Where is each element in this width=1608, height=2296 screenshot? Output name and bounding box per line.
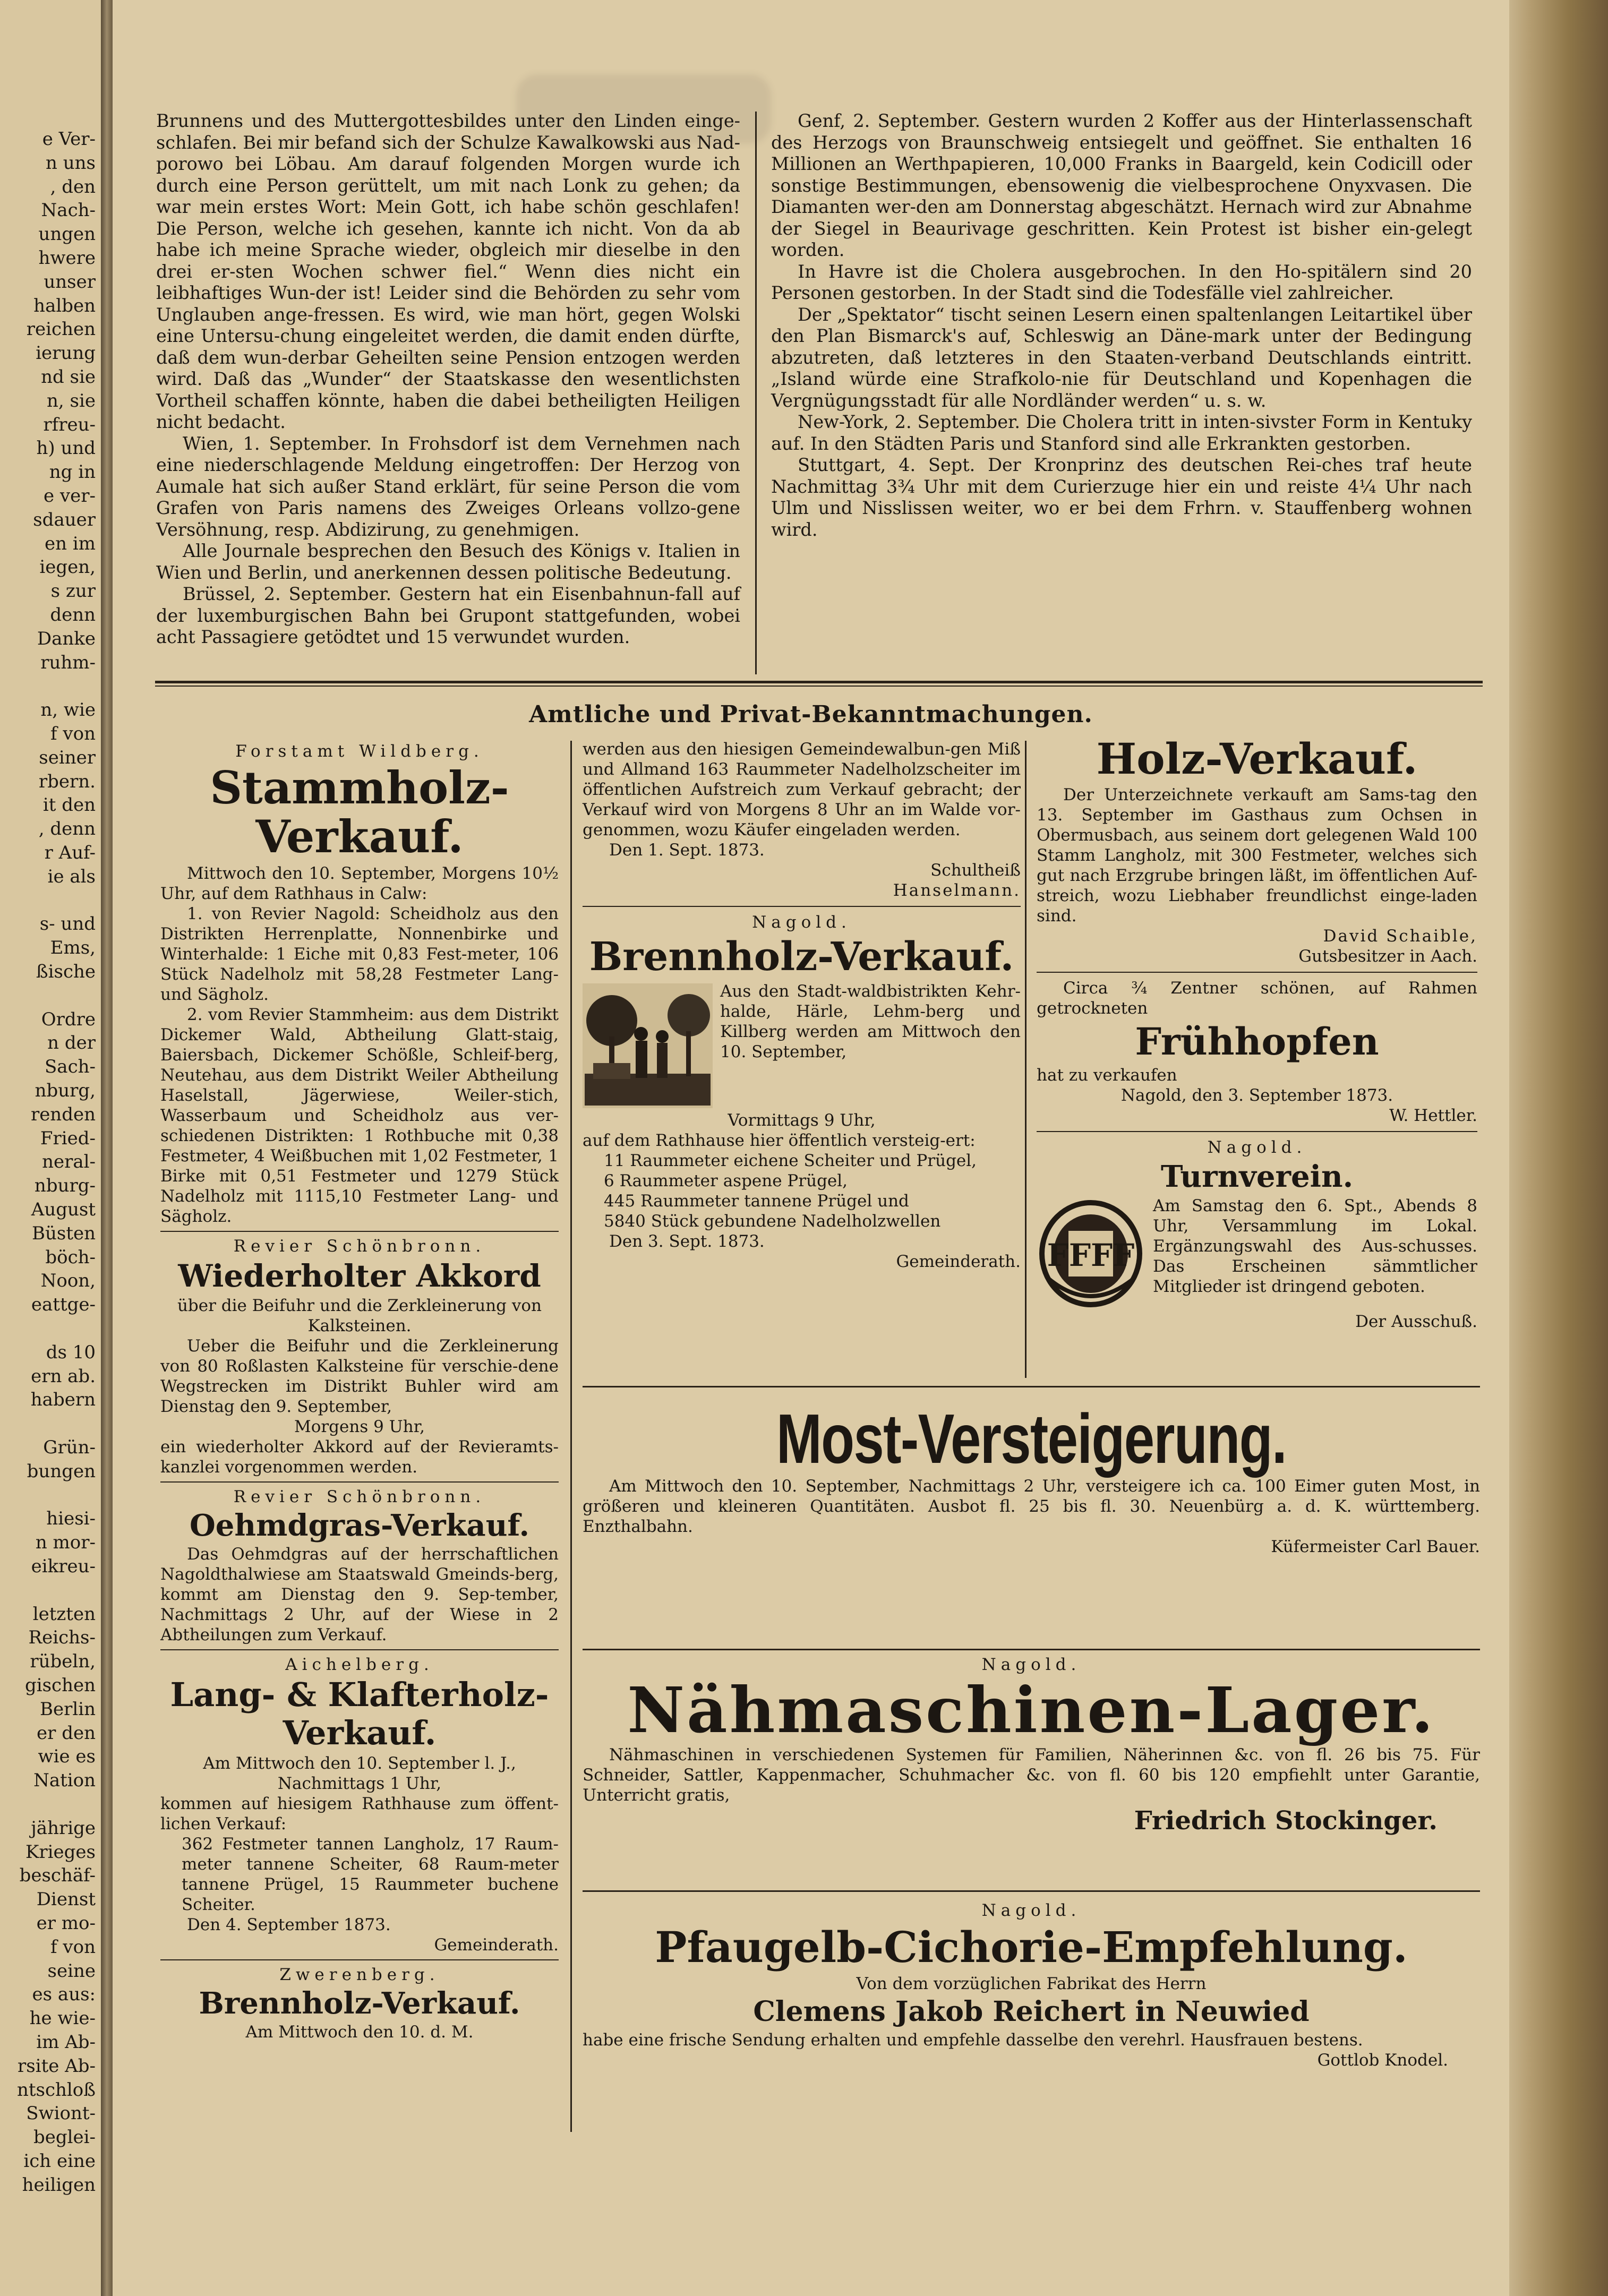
- left-page-text-fragment: Ordre: [41, 1008, 96, 1030]
- news-paragraph: Brunnens und des Muttergottesbildes unter den Linden einge-schlafen. Bei mir befand sich der Schulze Kawalkowski aus Nad-porowo bei Löbau. Am darauf folgenden Morgen wurde ich durch eine Person gerüttelt, um mit nach Lonk zu gehen; da war mein erstes Wort: Mein Gott, ich habe schön geschlafen! Die Person, welche ich gesehen, kannte ich nicht. Von da ab habe ich meine Sprache wieder, obgleich mir dieselbe in den drei er-sten Wochen schwer fiel.“ Wenn dies nicht ein leibhaftiges Wun-der ist! Leider sind die Behörden zu sehr vom Unglauben ange-fressen. Es wird, wie man hört, gegen Wolski eine Untersu-chung eingeleitet werden, die damit enden dürfte, daß dem wun-derbar Geheilten seine Pension entzogen werden wird. Daß das „Wunder“ der Staatskasse den wesentlichsten Vortheil schaffen könnte, haben die dabei betheiligten Heiligen nicht bedacht.: [156, 110, 740, 432]
- left-page-text-fragment: seine: [47, 1960, 96, 1982]
- ad-place: Nagold.: [981, 1901, 1081, 1920]
- svg-text:FFFF: FFFF: [1047, 1237, 1135, 1273]
- ad-place: Revier Schönbronn.: [233, 1237, 486, 1256]
- ad-title: Most-Versteigerung.: [776, 1400, 1287, 1478]
- column-rule: [1025, 741, 1027, 1378]
- left-page-text-fragment: nburg-: [34, 1175, 96, 1197]
- left-page-text-fragment: sdauer: [33, 509, 96, 530]
- left-page-text-fragment: reichen: [26, 319, 96, 340]
- ad-signature: Gemeinderath.: [434, 1935, 559, 1955]
- left-page-text-fragment: rübeln,: [30, 1651, 96, 1673]
- left-page-text-fragment: nd sie: [41, 366, 96, 388]
- ad-text: 362 Festmeter tannen Langholz, 17 Raum-meter tannene Scheiter, 68 Raum-meter tannene Prügel, 15 Raummeter buchene Scheiter.: [182, 1835, 559, 1914]
- news-paragraph: Alle Journale besprechen den Besuch des Königs v. Italien in Wien und Berlin, und anerkennen dessen politische Bedeutung.: [156, 541, 740, 583]
- left-page-text-fragment: ierung: [36, 342, 96, 364]
- news-paragraph: Genf, 2. September. Gestern wurden 2 Koffer aus der Hinterlassenschaft des Herzogs von Braunschweig entsiegelt und geöffnet. Sie enthalten 16 Millionen an Werthpapieren, 10,000 Franks in Baargeld, kein Codicill oder sonstige Bestimmungen, ebensowenig die vielbesprochene Onyxvasen. Die Diamanten wer-den am Donnerstag abgeschätzt. Hernach wird zur Abnahme der Siegel in Beaurivage geschritten. Kein Protest ist bisher ein-gelegt worden.: [771, 110, 1472, 260]
- left-page-text-fragment: Reichs-: [28, 1627, 96, 1649]
- ad-place: Nagold.: [981, 1655, 1081, 1674]
- left-page-text-fragment: rfreu-: [43, 414, 96, 435]
- ad-text: Der Unterzeichnete verkauft am Sams-tag den 13. September im Gasthaus zum Ochsen in Obermusbach, aus seinem dort gelegenen Wald 100 Stamm Langholz, mit 300 Festmeter, welches sich gut nach Erzgrube bringen läßt, im öffentlichen Auf-streich, wozu Liebhaber freundlichst einge-laden sind.: [1037, 785, 1477, 926]
- ad-divider: [160, 1481, 559, 1483]
- left-page-text-fragment: it den: [42, 794, 96, 816]
- ad-divider: [583, 1649, 1480, 1650]
- left-page-text-fragment: n, wie: [40, 699, 96, 721]
- left-page-text-fragment: wie es: [38, 1746, 96, 1768]
- ad-signature: Gutsbesitzer in Aach.: [1298, 947, 1477, 966]
- ad-list-item: 6 Raummeter aspene Prügel,: [604, 1171, 848, 1190]
- news-paragraph: Der „Spektator“ tischt seinen Lesern einen spaltenlangen Leitartikel über den Plan Bismarck's auf, Schleswig an Däne-mark unter der Bedingung abzutreten, daß letzteres in den Staaten-verband Deutschlands eintritt. „Island würde eine Strafkolo-nie für Deutschland und Kopenhagen die Vergnügungsstadt für alle Nordländer werden“ u. s. w.: [771, 304, 1472, 411]
- ad-title: Stammholz-Verkauf.: [210, 761, 509, 863]
- left-page-text-fragment: e Ver-: [42, 128, 96, 150]
- ad-text: 2. vom Revier Stammheim: aus dem Distrikt Dickemer Wald, Abtheilung Glatt-staig, Baiersbach, Dickemer Schößle, Schleif-berg, Neutehau, aus dem Distrikt Weiler Abtheilung Haselstall, Jägerwiese, Weiler-stich, Wasserbaum und Scheidholz aus ver-schiedenen Distrikten: 1 Rothbuche mit 0,38 Festmeter, 4 Weißbuchen mit 1,02 Festmeter, 1 Birke mit 0,51 Festmeter und 1279 Stück Nadelholz mit 1115,10 Festmeter Lang- und Sägholz.: [160, 1005, 559, 1226]
- left-page-text-fragment: ich eine: [23, 2151, 96, 2172]
- ad-list-item: 5840 Stück gebundene Nadelholzwellen: [604, 1212, 941, 1231]
- ad-list-item: 445 Raummeter tannene Prügel und: [604, 1192, 909, 1211]
- left-page-text-fragment: , den: [50, 176, 96, 198]
- left-page-text-fragment: beschäf-: [19, 1865, 96, 1887]
- news-paragraph: Wien, 1. September. In Frohsdorf ist dem Vernehmen nach eine niederschlagende Meldung eingetroffen: Der Herzog von Aumale hat sich außer Stand erklärt, für seine Person die vom Grafen von Paris namens des Zweiges Orleans vollzo-gene Versöhnung, resp. Abdizirung, zu genehmigen.: [156, 433, 740, 540]
- ad-signature: W. Hettler.: [1389, 1106, 1477, 1125]
- left-page-text-fragment: er mo-: [36, 1913, 96, 1934]
- left-page-text-fragment: f von: [50, 723, 96, 744]
- left-page-text-fragment: r Auf-: [44, 842, 96, 863]
- woodcut-illustration: [583, 983, 713, 1108]
- ad-place: Revier Schönbronn.: [233, 1487, 486, 1506]
- ads-column-1: [160, 739, 559, 2042]
- ad-divider: [160, 1649, 559, 1650]
- ad-signature: David Schaible,: [1323, 927, 1477, 946]
- left-page-text-fragment: Büsten: [31, 1222, 96, 1244]
- ad-divider: [583, 906, 1021, 907]
- ad-title: Verkauf.: [283, 1714, 437, 1752]
- ad-text: kommen auf hiesigem Rathhause zum öffent-lichen Verkauf:: [160, 1794, 559, 1834]
- section-rule: [155, 681, 1483, 683]
- ad-signature: Gottlob Knodel.: [1317, 2051, 1448, 2070]
- ad-title: Brennholz-Verkauf.: [589, 934, 1014, 980]
- left-page-text-fragment: eikreu-: [31, 1556, 96, 1577]
- ad-title: Holz-Verkauf.: [1096, 734, 1418, 784]
- ad-naehmaschinen: [583, 1652, 1480, 1836]
- turnverein-emblem: [1037, 1198, 1145, 1309]
- left-page-text-fragment: s zur: [50, 580, 96, 602]
- ad-signature: Gemeinderath.: [896, 1252, 1021, 1271]
- column-rule: [570, 741, 572, 2132]
- left-page-text-fragment: er den: [37, 1722, 96, 1744]
- left-page-text-fragment: Noon,: [40, 1270, 96, 1292]
- left-page-text-fragment: Nation: [33, 1770, 96, 1792]
- left-page-text-fragment: halben: [33, 295, 96, 316]
- ad-text: Den 1. Sept. 1873.: [609, 841, 765, 860]
- left-page-text-fragment: s- und: [39, 913, 96, 935]
- news-column-right: [771, 110, 1472, 541]
- ad-signature: Küfermeister Carl Bauer.: [1271, 1537, 1480, 1556]
- ad-text: Ueber die Beifuhr und die Zerkleinerung von 80 Roßlasten Kalksteine für verschie-dene Wegstrecken im Distrikt Buhler wird am Dienstag den 9. September,: [160, 1337, 559, 1416]
- left-page-text-fragment: Grün-: [43, 1437, 96, 1458]
- ad-text: Nachmittags 1 Uhr,: [277, 1774, 442, 1793]
- left-page-text-fragment: Nach-: [41, 200, 96, 221]
- ad-place: Nagold.: [1207, 1138, 1307, 1157]
- ad-text: hat zu verkaufen: [1037, 1066, 1177, 1085]
- left-page-text-fragment: neral-: [42, 1151, 96, 1173]
- ads-column-2: [583, 739, 1021, 1272]
- ad-signature: Hanselmann.: [893, 881, 1021, 900]
- left-page-edge: [0, 0, 102, 2296]
- left-page-text-fragment: eattge-: [31, 1294, 96, 1316]
- left-page-text-fragment: hiesi-: [46, 1508, 96, 1530]
- ad-text: Vormittags 9 Uhr,: [728, 1111, 876, 1130]
- ad-signature: Schultheiß: [930, 861, 1021, 880]
- column-rule: [755, 112, 757, 674]
- left-page-text-fragment: habern: [30, 1389, 96, 1411]
- ad-text: habe eine frische Sendung erhalten und empfehle dasselbe den verehrl. Hausfrauen bestens.: [583, 2031, 1363, 2050]
- ad-divider: [1037, 1131, 1477, 1132]
- left-page-text-fragment: renden: [30, 1103, 96, 1125]
- ad-divider: [160, 1959, 559, 1960]
- left-page-text-fragment: n mor-: [35, 1532, 96, 1554]
- ad-text: Aus den Stadt-waldbistrikten Kehr-halde, Härle, Lehm-berg und Killberg werden am Mittwoch den 10. September,: [720, 982, 1021, 1061]
- left-page-text-fragment: n der: [47, 1032, 96, 1054]
- ad-text: Am Mittwoch den 10. d. M.: [245, 2023, 474, 2042]
- left-page-text-fragment: Ems,: [50, 937, 96, 959]
- ad-text: werden aus den hiesigen Gemeindewalbun-gen Miß und Allmand 163 Raummeter Nadelholzscheiter im öffentlichen Aufstreich zum Verkauf gebracht; der Verkauf wird von Morgens 8 Uhr an im Walde vor-genommen, wozu Käufer eingeladen werden.: [583, 740, 1021, 839]
- left-page-text-fragment: , denn: [38, 818, 96, 840]
- ad-text: Von dem vorzüglichen Fabrikat des Herrn: [856, 1974, 1207, 1993]
- ad-title: Lang- & Klafterholz-: [170, 1675, 549, 1714]
- ad-text: Am Samstag den 6. Spt., Abends 8 Uhr, Versammlung im Lokal. Ergänzungswahl des Aus-schusses. Das Erscheinen sämmtlicher Mitglieder ist dringend geboten.: [1153, 1196, 1477, 1296]
- news-column-left: [156, 110, 740, 648]
- news-paragraph: In Havre ist die Cholera ausgebrochen. In den Ho-spitälern sind 20 Personen gestorben. In der Stadt sind die Todesfälle viel zahlreicher.: [771, 261, 1472, 303]
- left-page-text-fragment: ng in: [49, 461, 96, 483]
- ad-place: Forstamt Wildberg.: [235, 742, 484, 761]
- ad-text: Den 3. Sept. 1873.: [609, 1232, 765, 1251]
- left-page-text-fragment: nburg,: [35, 1080, 96, 1101]
- section-rule: [155, 686, 1483, 687]
- left-page-text-fragment: en im: [45, 533, 96, 554]
- left-page-text-fragment: jährige: [31, 1817, 96, 1839]
- ad-divider: [160, 1231, 559, 1232]
- left-page-text-fragment: h) und: [36, 438, 96, 459]
- left-page-text-fragment: hwere: [38, 247, 96, 269]
- ad-text: Am Mittwoch den 10. September l. J.,: [203, 1754, 516, 1773]
- left-page-text-fragment: im Ab-: [36, 2032, 96, 2053]
- ad-title: Nähmaschinen-Lager.: [627, 1673, 1435, 1747]
- left-page-text-fragment: gischen: [24, 1675, 96, 1696]
- left-page-text-fragment: Fried-: [40, 1127, 96, 1149]
- left-page-text-fragment: unser: [44, 271, 96, 293]
- book-gutter: [101, 0, 113, 2296]
- left-page-text-fragment: n, sie: [47, 390, 96, 412]
- ad-text: Mittwoch den 10. September, Morgens 10½ Uhr, auf dem Rathhaus in Calw:: [160, 864, 559, 903]
- ad-title: Frühhopfen: [1135, 1020, 1379, 1064]
- ad-place: Nagold.: [752, 913, 851, 932]
- left-page-text-fragment: böch-: [45, 1246, 96, 1268]
- ad-title: Brennholz-Verkauf.: [199, 1986, 520, 2021]
- left-page-text-fragment: Dienst: [36, 1889, 96, 1911]
- left-page-text-fragment: n uns: [46, 152, 96, 174]
- left-page-text-fragment: rbern.: [38, 770, 96, 792]
- ad-divider: [583, 1386, 1480, 1387]
- ad-signature: Friedrich Stockinger.: [1134, 1806, 1438, 1836]
- left-page-text-fragment: ßische: [36, 961, 96, 982]
- left-page-text-fragment: Sach-: [45, 1056, 96, 1078]
- ad-title: Oehmdgras-Verkauf.: [189, 1508, 529, 1543]
- left-page-text-fragment: denn: [50, 604, 96, 626]
- ad-divider: [583, 1890, 1480, 1892]
- ad-maker: Clemens Jakob Reichert in Neuwied: [753, 1995, 1310, 2028]
- ad-text: Circa ¾ Zentner schönen, auf Rahmen getrockneten: [1037, 979, 1477, 1018]
- ad-text: über die Beifuhr und die Zerkleinerung von Kalksteinen.: [177, 1296, 542, 1335]
- left-page-text-fragment: he wie-: [29, 2008, 96, 2029]
- ad-text: Den 4. September 1873.: [187, 1915, 391, 1934]
- left-page-text-fragment: Berlin: [39, 1698, 96, 1720]
- left-page-text-fragment: August: [31, 1199, 96, 1220]
- book-edge: [1509, 0, 1608, 2296]
- left-page-text-fragment: Krieges: [25, 1841, 96, 1863]
- news-paragraph: Stuttgart, 4. Sept. Der Kronprinz des deutschen Rei-ches traf heute Nachmittag 3¾ Uhr mit dem Curierzuge hier ein und reiste 4¼ Uhr nach Ulm und Nisslissen weiter, wo er bei dem Frhrn. v. Stauffenberg wohnen wird.: [771, 455, 1472, 540]
- ad-place: Zwerenberg.: [279, 1965, 440, 1984]
- left-page-text-fragment: ruhm-: [40, 652, 96, 673]
- ad-text: Das Oehmdgras auf der herrschaftlichen Nagoldthalwiese am Staatswald Gmeinds-berg, kommt am Dienstag den 9. Sep-tember, Nachmittags 2 Uhr, auf der Wiese in 2 Abtheilungen zum Verkauf.: [160, 1545, 559, 1644]
- left-page-text-fragment: ern ab.: [31, 1365, 96, 1387]
- ad-text: Nähmaschinen in verschiedenen Systemen für Familien, Näherinnen &c. von fl. 26 bis 75. Für Schneider, Sattler, Kappenmacher, Schuhmacher &c. von fl. 60 bis 120 empfiehlt unter Garantie, Unterricht gratis,: [583, 1745, 1480, 1805]
- ad-title: Turnverein.: [1160, 1159, 1354, 1194]
- ad-text: ein wiederholter Akkord auf der Revieramts-kanzlei vorgenommen werden.: [160, 1437, 559, 1477]
- ad-text: 1. von Revier Nagold: Scheidholz aus den Distrikten Herrenplatte, Nonnenbirke und Winterhalde: 1 Eiche mit 0,83 Fest-meter, 106 Stück Nadelholz mit 58,28 Festmeter Lang- und Sägholz.: [160, 904, 559, 1004]
- news-paragraph: New-York, 2. September. Die Cholera tritt in inten-sivster Form in Kentuky auf. In den Städten Paris und Stanford sind alle Erkrankten gestorben.: [771, 412, 1472, 454]
- left-page-text-fragment: iegen,: [39, 556, 96, 578]
- left-page-text-fragment: ungen: [38, 224, 96, 245]
- left-page-text-fragment: rsite Ab-: [18, 2055, 96, 2077]
- ad-place: Aichelberg.: [285, 1655, 434, 1674]
- section-heading: Amtliche und Privat-Bekanntmachungen.: [529, 701, 1093, 728]
- ads-column-3: [1037, 733, 1477, 1332]
- left-page-text-fragment: beglei-: [33, 2127, 96, 2148]
- left-page-text-fragment: seiner: [39, 747, 96, 768]
- left-page-text-fragment: ntschloß: [16, 2079, 96, 2101]
- ad-signature: Der Ausschuß.: [1355, 1312, 1477, 1331]
- left-page-text-fragment: Swiont-: [26, 2103, 96, 2124]
- left-page-text-fragment: heiligen: [22, 2174, 96, 2196]
- ad-title: Wiederholter Akkord: [178, 1258, 541, 1294]
- left-page-text-fragment: ie als: [47, 866, 96, 887]
- news-paragraph: Brüssel, 2. September. Gestern hat ein Eisenbahnun-fall auf der luxemburgischen Bahn bei Grupont stattgefunden, wobei acht Passagiere getödtet und 15 verwundet wurden.: [156, 584, 740, 647]
- ad-divider: [1037, 972, 1477, 973]
- left-page-text-fragment: bungen: [27, 1460, 96, 1482]
- left-page-text-fragment: ds 10: [46, 1341, 96, 1363]
- ad-text: Nagold, den 3. September 1873.: [1121, 1086, 1393, 1105]
- ad-title: Pfaugelb-Cichorie-Empfehlung.: [655, 1922, 1408, 1972]
- ad-text: Am Mittwoch den 10. September, Nachmittags 2 Uhr, versteigere ich ca. 100 Eimer guten Most, in größeren und kleineren Quantitäten. Ausbot fl. 25 bis fl. 30. Neuenbürg a. d. K. württemberg. Enzthalbahn.: [583, 1477, 1480, 1536]
- ad-text: Morgens 9 Uhr,: [294, 1417, 425, 1436]
- newspaper-page: [113, 0, 1509, 2296]
- ad-text: auf dem Rathhause hier öffentlich versteig-ert:: [583, 1131, 976, 1150]
- ad-list-item: 11 Raummeter eichene Scheiter und Prügel,: [604, 1151, 977, 1170]
- ad-most: [583, 1402, 1480, 1557]
- ad-cichorie: [583, 1898, 1480, 2070]
- left-page-text-fragment: es aus:: [32, 1984, 96, 2006]
- left-page-text-fragment: f von: [50, 1936, 96, 1958]
- left-page-text-fragment: Danke: [37, 628, 96, 649]
- left-page-text-fragment: letzten: [32, 1603, 96, 1625]
- left-page-text-fragment: e ver-: [44, 485, 96, 507]
